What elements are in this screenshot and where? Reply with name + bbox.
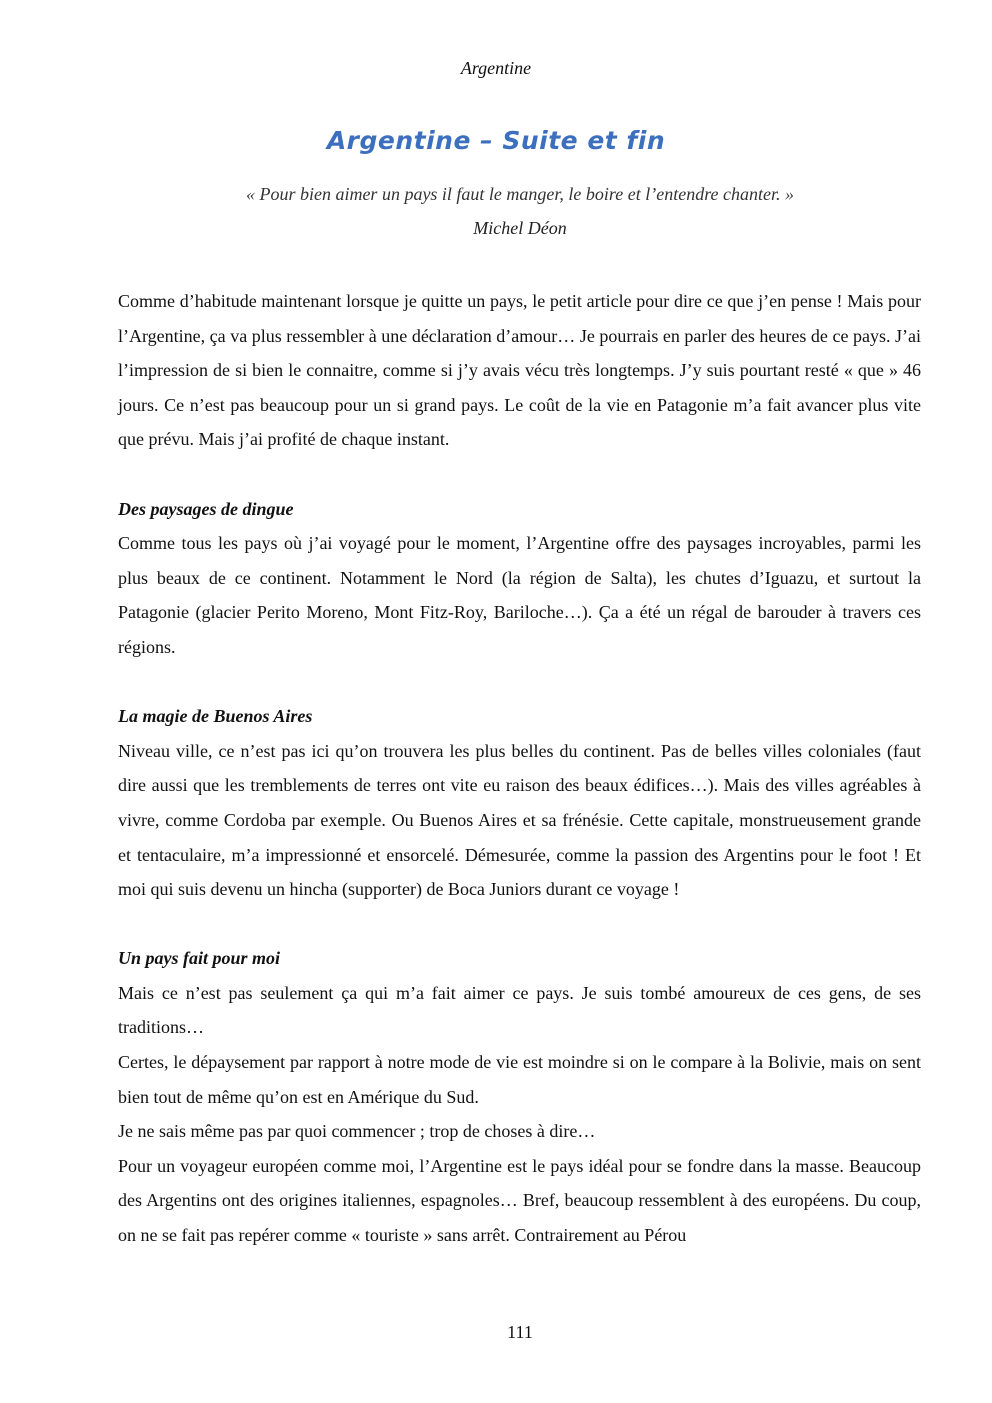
running-header: Argentine [460,58,532,78]
page-title: Argentine – Suite et fin [326,126,666,155]
section-heading-buenos-aires: La magie de Buenos Aires [118,706,313,727]
section-paragraph: Niveau ville, ce n’est pas ici qu’on trouvera les plus belles du continent. Pas de belles villes coloniales (faut dire aussi que les tremblements de terres ont vite eu raison des beaux édifices…). Mais des villes agréables à vivre, comme Cordoba par exemple. Ou Buenos Aires et sa frénésie. Cette capitale, monstrueusement grande et tentaculaire, m’a impressionné et ensorcelé. Démesurée, comme la passion des Argentins pour le foot ! Et moi qui suis devenu un hincha (supporter) de Boca Juniors durant ce voyage ! [118,740,921,900]
section-heading-paysages: Des paysages de dingue [118,498,294,519]
epigraph-quote: « Pour bien aimer un pays il faut le manger, le boire et l’entendre chanter. » [245,184,795,204]
section-paragraph: Certes, le dépaysement par rapport à notre mode de vie est moindre si on le compare à la Bolivie, mais on sent bien tout de même qu’on est en Amérique du Sud. [118,1052,921,1107]
section-paragraph: Pour un voyageur européen comme moi, l’Argentine est le pays idéal pour se fondre dans la masse. Beaucoup des Argentins ont des origines italiennes, espagnoles… Bref, beaucoup ressemblent à des européens. Du coup, on ne se fait pas repérer comme « touriste » sans arrêt. Contrairement au Pérou [118,1155,921,1246]
section-paragraph: Mais ce n’est pas seulement ça qui m’a fait aimer ce pays. Je suis tombé amoureux de ces gens, de ses traditions… [118,982,921,1038]
section-paragraph: Comme tous les pays où j’ai voyagé pour le moment, l’Argentine offre des paysages incroyables, parmi les plus beaux de ce continent. Notamment le Nord (la région de Salta), les chutes d’Iguazu, et surtout la Patagonie (glacier Perito Moreno, Mont Fitz-Roy, Bariloche…). Ça a été un régal de barouder à travers ces régions. [118,533,921,657]
page-number: 111 [507,1322,533,1342]
epigraph-author: Michel Déon [473,218,567,238]
article-body [118,284,921,1253]
section-heading-pays-pour-moi: Un pays fait pour moi [118,948,281,969]
intro-paragraph: Comme d’habitude maintenant lorsque je quitte un pays, le petit article pour dire ce que j’en pense ! Mais pour l’Argentine, ça va plus ressembler à une déclaration d’amour… Je pourrais en parler des heures de ce pays. J’ai l’impression de si bien le connaitre, comme si j’y avais vécu très longtemps. J’y suis pourtant resté « que » 46 jours. Ce n’est pas beaucoup pour un si grand pays. Le coût de la vie en Patagonie m’a fait avancer plus vite que prévu. Mais j’ai profité de chaque instant. [118,291,921,450]
section-paragraph: Je ne sais même pas par quoi commencer ; trop de choses à dire… [118,1121,596,1142]
